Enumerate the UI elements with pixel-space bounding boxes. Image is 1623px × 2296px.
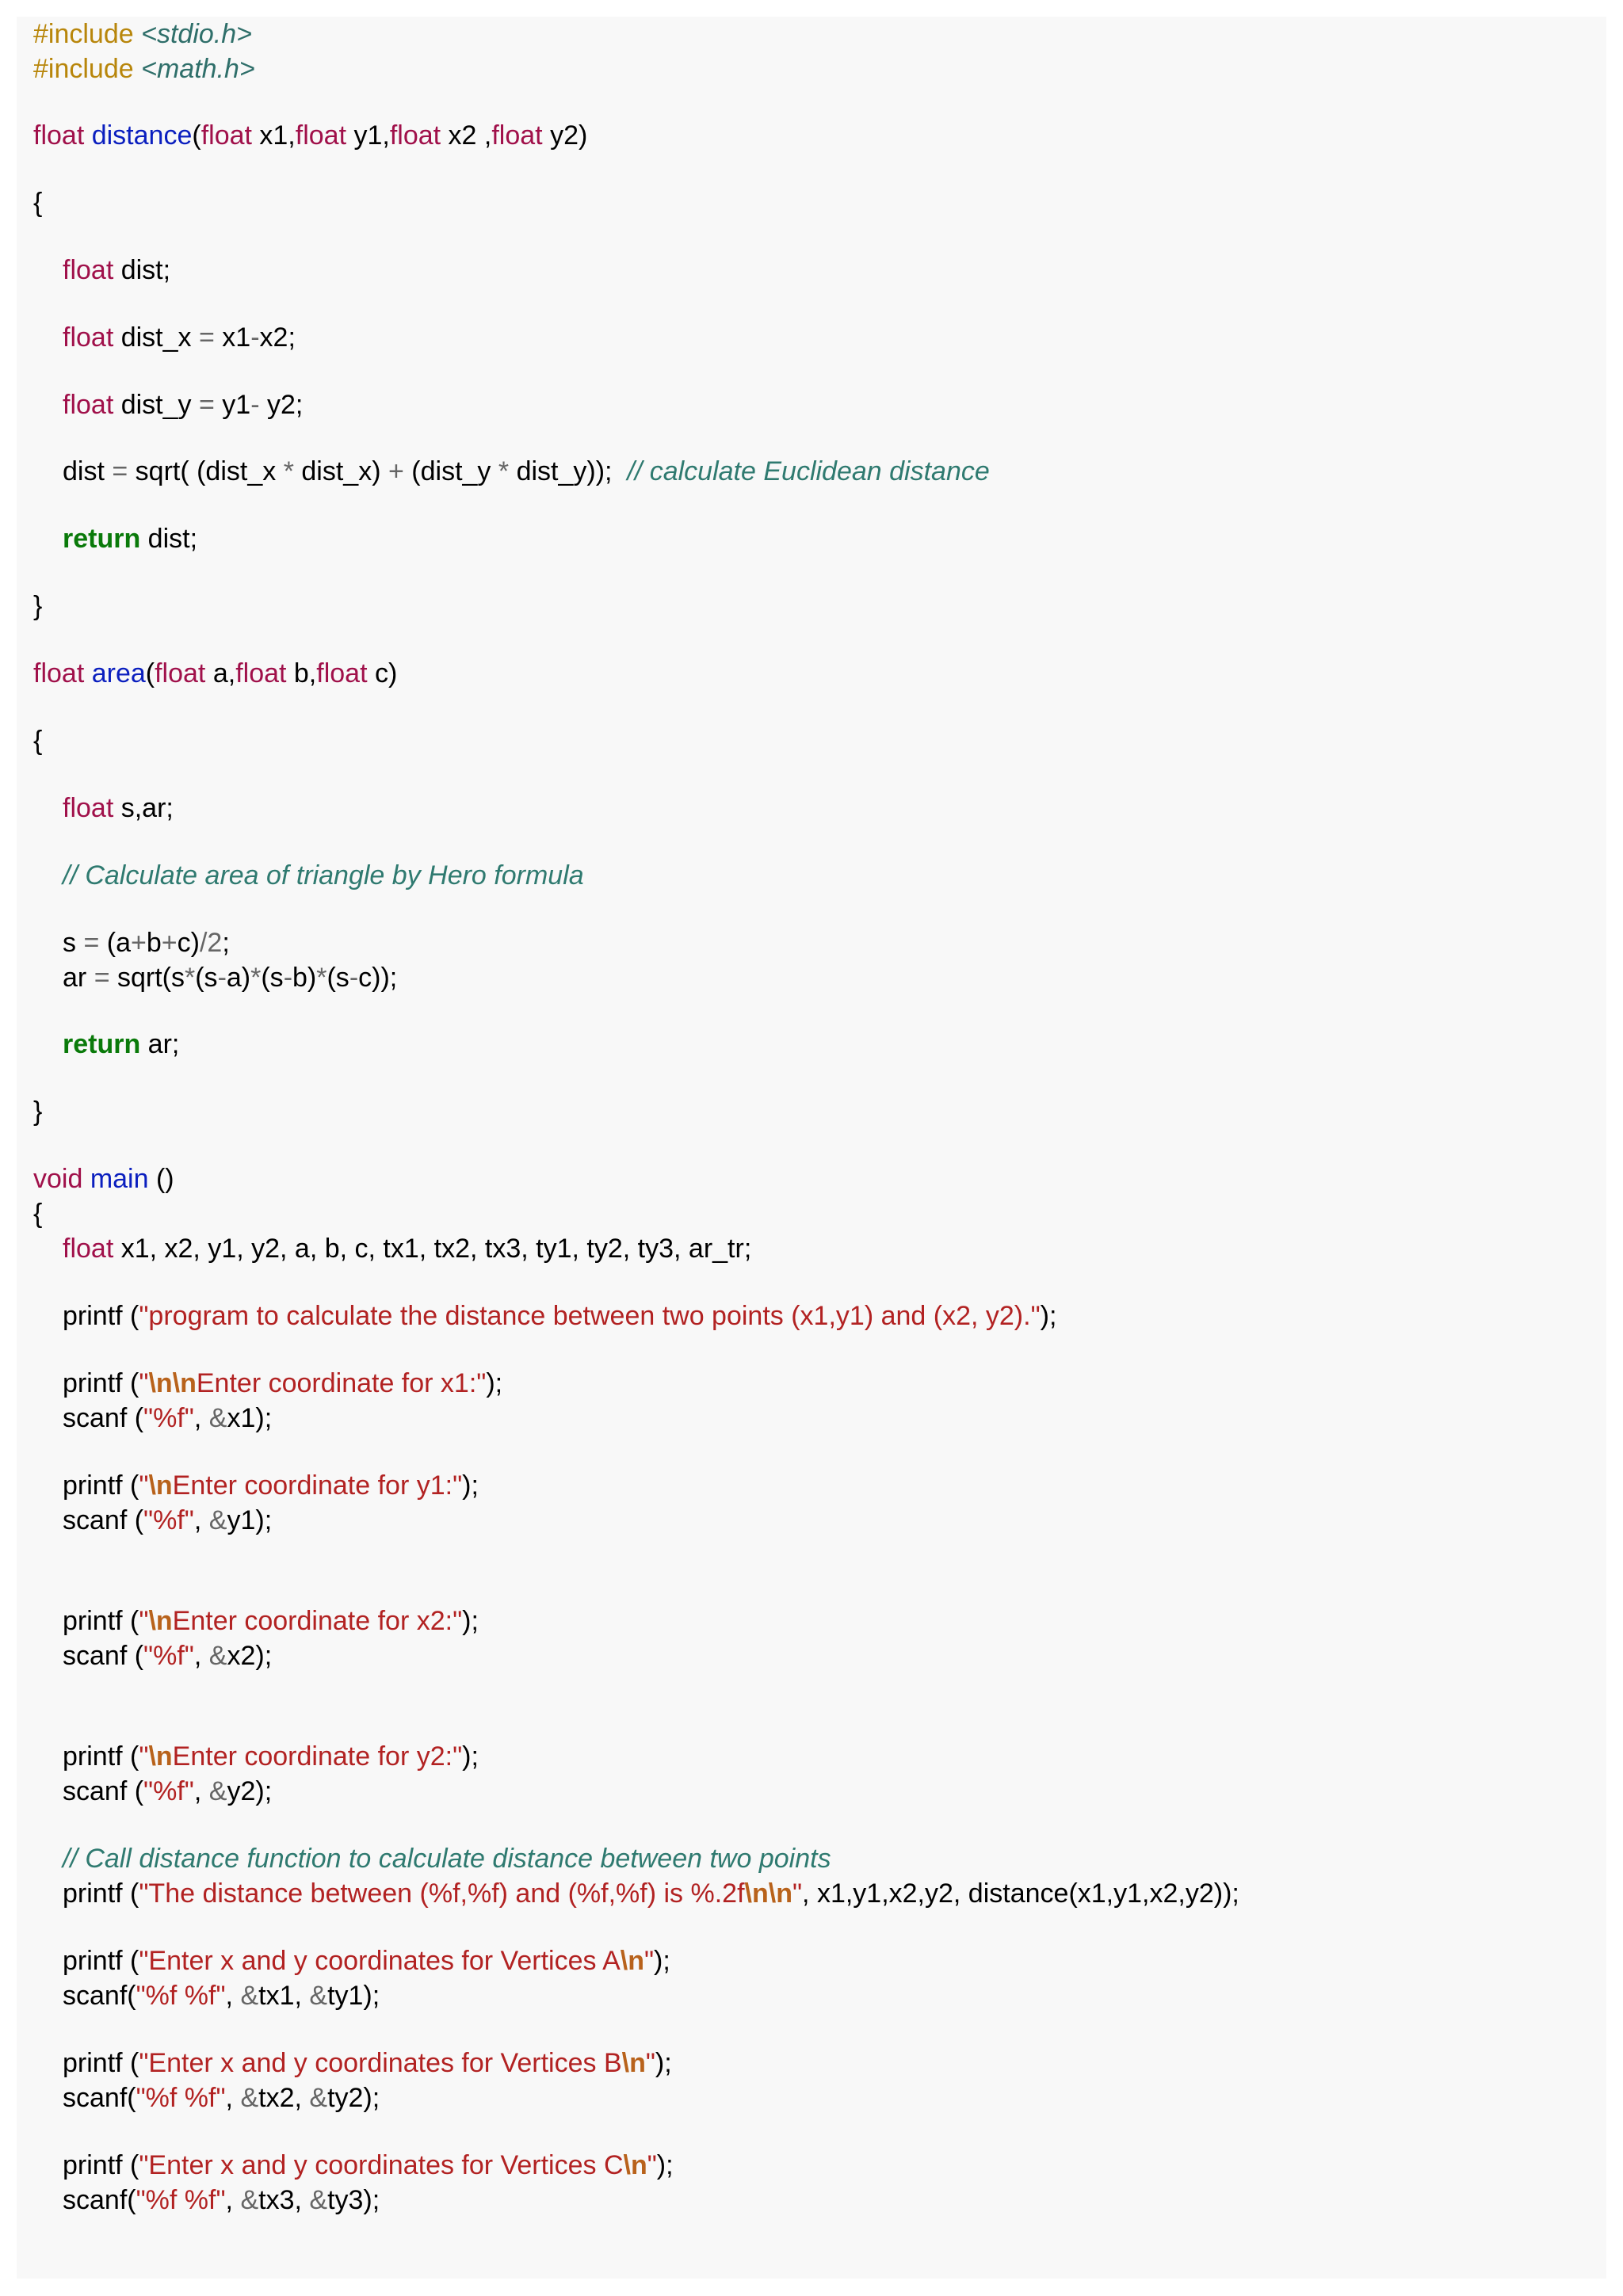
code-token: );: [655, 2048, 672, 2078]
code-token: \n: [623, 2150, 647, 2180]
code-token: 2: [207, 928, 223, 958]
code-line: [33, 1604, 479, 1638]
code-token: "%f %f": [136, 2083, 226, 2113]
code-token: \n\n: [148, 1368, 197, 1398]
code-token: dist_y));: [509, 456, 628, 486]
code-line: [33, 2046, 672, 2081]
code-token: printf (: [63, 2048, 139, 2078]
code-token: ": [647, 2150, 657, 2180]
code-token: scanf (: [63, 1403, 144, 1433]
code-line: [33, 387, 303, 422]
code-line: [33, 2081, 380, 2115]
code-line: [33, 1161, 174, 1196]
code-token: , x1,y1,x2,y2, distance(x1,y1,x2,y2));: [802, 1878, 1239, 1909]
code-line: [33, 1774, 272, 1809]
code-line: [33, 858, 584, 893]
code-token: sqrt(s: [109, 963, 185, 993]
code-token: "%f": [143, 1776, 194, 1806]
code-token: "%f": [143, 1403, 194, 1433]
code-token: float: [389, 120, 441, 151]
code-token: ar;: [140, 1029, 180, 1059]
code-token: x2;: [259, 322, 296, 353]
code-token: ,: [193, 1776, 209, 1806]
code-line: [33, 17, 252, 51]
code-token: \n: [620, 1946, 644, 1976]
code-token: float: [63, 793, 114, 823]
code-line: [33, 1401, 272, 1436]
code-line: [33, 185, 42, 220]
code-token: y1: [214, 390, 251, 420]
code-token: area: [91, 658, 146, 688]
code-token: -: [283, 963, 293, 993]
code-token: &: [240, 2185, 259, 2215]
code-token: ": [139, 1470, 149, 1501]
code-token: printf (: [63, 1470, 139, 1501]
code-token: printf (: [63, 2150, 139, 2180]
code-token: ty3);: [327, 2185, 380, 2215]
code-token: (dist_y: [403, 456, 498, 486]
code-token: &: [240, 2083, 259, 2113]
code-token: &: [309, 2083, 328, 2113]
code-token: tx2,: [258, 2083, 310, 2113]
code-token: ,: [225, 1981, 241, 2011]
code-token: -: [349, 963, 359, 993]
code-token: "%f %f": [136, 2185, 226, 2215]
code-token: (: [145, 658, 155, 688]
code-token: Enter coordinate for x2:": [172, 1606, 463, 1636]
code-token: y2);: [227, 1776, 273, 1806]
code-token: a,: [205, 658, 236, 688]
code-line: [33, 1196, 42, 1231]
code-token: [82, 1164, 90, 1194]
code-token: // calculate Euclidean distance: [627, 456, 990, 486]
code-token: +: [388, 456, 404, 486]
code-token: ": [139, 1741, 149, 1772]
code-token: +: [161, 928, 178, 958]
code-token: b): [292, 963, 317, 993]
code-token: *: [185, 963, 196, 993]
code-token: b: [146, 928, 162, 958]
code-token: #include: [33, 19, 142, 49]
code-token: s: [63, 928, 84, 958]
code-line: [33, 521, 197, 556]
code-line: [33, 2183, 380, 2218]
code-token: a): [226, 963, 251, 993]
code-line: [33, 1366, 502, 1401]
code-token: *: [498, 456, 510, 486]
code-line: [33, 454, 990, 489]
code-token: float: [63, 390, 114, 420]
code-token: "%f": [143, 1641, 194, 1671]
code-token: <math.h>: [141, 54, 255, 84]
code-token: }: [33, 1097, 43, 1127]
code-token: c): [177, 928, 200, 958]
code-line: [33, 320, 296, 355]
code-line: [33, 925, 230, 960]
code-token: ": [643, 1946, 655, 1976]
code-token: );: [486, 1368, 503, 1398]
code-token: tx1,: [258, 1981, 310, 2011]
code-token: ,: [225, 2185, 241, 2215]
code-line: [33, 656, 397, 691]
code-token: &: [309, 2185, 328, 2215]
code-token: void: [33, 1164, 83, 1194]
code-token: float: [63, 322, 114, 353]
code-token: Enter coordinate for y2:": [172, 1741, 463, 1772]
code-token: x1: [214, 322, 251, 353]
code-token: distance: [91, 120, 193, 151]
code-line: [33, 1876, 1239, 1911]
code-token: float: [316, 658, 368, 688]
code-token: printf (: [63, 1946, 139, 1976]
code-token: x1);: [227, 1403, 273, 1433]
code-token: float: [235, 658, 287, 688]
code-line: [33, 1739, 479, 1774]
code-token: ty2);: [327, 2083, 380, 2113]
code-token: float: [491, 120, 543, 151]
code-token: \n: [148, 1606, 173, 1636]
code-token: \n: [148, 1741, 173, 1772]
code-token: *: [316, 963, 327, 993]
code-token: );: [462, 1470, 479, 1501]
code-line: [33, 1094, 42, 1129]
code-token: dist_x): [293, 456, 388, 486]
code-token: "program to calculate the distance between two points (x1,y1) and (x2, y2).": [139, 1301, 1041, 1331]
code-token: \n: [148, 1470, 173, 1501]
code-token: }: [33, 591, 43, 621]
code-token: -: [250, 322, 260, 353]
code-line: [33, 253, 170, 288]
code-token: dist: [63, 456, 113, 486]
code-line: [33, 118, 587, 153]
code-line: [33, 1503, 272, 1538]
code-token: /: [199, 928, 208, 958]
code-token: float: [295, 120, 347, 151]
code-token: scanf(: [63, 2185, 136, 2215]
code-token: #include: [33, 54, 142, 84]
code-token: dist;: [113, 255, 171, 285]
code-token: &: [208, 1641, 227, 1671]
code-token: \n: [621, 2048, 646, 2078]
code-token: printf (: [63, 1301, 139, 1331]
code-token: ": [792, 1878, 803, 1909]
code-token: *: [250, 963, 262, 993]
code-token: Enter coordinate for x1:": [196, 1368, 487, 1398]
code-token: printf (: [63, 1606, 139, 1636]
code-token: b,: [286, 658, 317, 688]
code-token: =: [198, 322, 215, 353]
code-token: (): [148, 1164, 174, 1194]
code-token: ;: [222, 928, 230, 958]
code-token: s,ar;: [113, 793, 174, 823]
code-token: dist_y: [113, 390, 199, 420]
code-token: );: [462, 1741, 479, 1772]
code-token: ,: [225, 2083, 241, 2113]
code-token: ,: [193, 1505, 209, 1535]
code-token: c): [367, 658, 398, 688]
code-token: *: [283, 456, 294, 486]
code-token: scanf (: [63, 1505, 144, 1535]
code-token: (s: [261, 963, 284, 993]
code-token: ar: [63, 963, 94, 993]
code-line: [33, 1943, 670, 1978]
code-token: float: [33, 658, 85, 688]
code-line: [33, 1978, 380, 2013]
code-token: );: [462, 1606, 479, 1636]
code-token: printf (: [63, 1878, 139, 1909]
code-token: -: [217, 963, 227, 993]
code-line: [33, 1638, 272, 1673]
code-token: (s: [195, 963, 218, 993]
code-line: [33, 791, 174, 826]
code-token: ty1);: [327, 1981, 380, 2011]
code-token: "The distance between (%f,%f) and (%f,%f) is %.2f: [139, 1878, 745, 1909]
code-token: "Enter x and y coordinates for Vertices A: [139, 1946, 621, 1976]
code-token: return: [63, 524, 141, 554]
code-token: y1,: [346, 120, 390, 151]
code-token: sqrt( (dist_x: [128, 456, 284, 486]
code-line: [33, 1299, 1056, 1333]
code-token: y2): [542, 120, 588, 151]
code-line: [33, 589, 42, 624]
code-token: main: [90, 1164, 149, 1194]
code-token: );: [654, 1946, 670, 1976]
code-token: "Enter x and y coordinates for Vertices C: [139, 2150, 624, 2180]
code-line: [33, 2148, 674, 2183]
code-token: scanf (: [63, 1641, 144, 1671]
code-panel: [17, 17, 1606, 2279]
code-token: ": [645, 2048, 655, 2078]
code-token: -: [250, 390, 260, 420]
code-token: [84, 120, 91, 151]
code-token: =: [94, 963, 110, 993]
code-token: {: [33, 726, 43, 756]
code-token: dist_x: [113, 322, 199, 353]
code-line: [33, 960, 397, 995]
code-line: [33, 1231, 751, 1266]
code-token: =: [112, 456, 128, 486]
code-token: printf (: [63, 1368, 139, 1398]
code-token: "Enter x and y coordinates for Vertices B: [139, 2048, 622, 2078]
code-line: [33, 1468, 479, 1503]
code-line: [33, 723, 42, 758]
code-token: scanf(: [63, 1981, 136, 2011]
code-token: Enter coordinate for y1:": [172, 1470, 463, 1501]
code-token: &: [208, 1505, 227, 1535]
code-token: );: [1040, 1301, 1057, 1331]
code-token: );: [656, 2150, 674, 2180]
code-token: float: [63, 255, 114, 285]
code-token: ": [139, 1606, 149, 1636]
code-token: "%f": [143, 1505, 194, 1535]
code-token: tx3,: [258, 2185, 310, 2215]
code-token: &: [208, 1776, 227, 1806]
code-token: y1);: [227, 1505, 273, 1535]
code-token: ": [139, 1368, 149, 1398]
code-token: scanf(: [63, 2083, 136, 2113]
code-token: =: [198, 390, 215, 420]
code-token: x1, x2, y1, y2, a, b, c, tx1, tx2, tx3, ty1, ty2, ty3, ar_tr;: [113, 1234, 752, 1264]
code-token: ,: [193, 1641, 209, 1671]
code-token: c));: [358, 963, 398, 993]
code-token: y2;: [259, 390, 304, 420]
code-line: [33, 1841, 831, 1876]
code-token: printf (: [63, 1741, 139, 1772]
code-token: float: [33, 120, 85, 151]
code-token: scanf (: [63, 1776, 144, 1806]
code-token: &: [208, 1403, 227, 1433]
code-token: float: [63, 1234, 114, 1264]
code-line: [33, 51, 255, 86]
code-token: =: [83, 928, 100, 958]
code-line: [33, 1027, 179, 1062]
code-token: x1,: [251, 120, 296, 151]
code-token: &: [240, 1981, 259, 2011]
code-token: (s: [327, 963, 349, 993]
code-token: (a: [99, 928, 131, 958]
code-token: <stdio.h>: [141, 19, 252, 49]
code-token: &: [309, 1981, 328, 2011]
code-token: x2);: [227, 1641, 273, 1671]
code-token: [84, 658, 91, 688]
code-token: \n\n: [744, 1878, 792, 1909]
code-token: // Calculate area of triangle by Hero formula: [63, 860, 584, 891]
code-token: float: [155, 658, 206, 688]
code-token: ,: [193, 1403, 209, 1433]
code-token: float: [200, 120, 252, 151]
code-token: x2 ,: [441, 120, 492, 151]
code-token: "%f %f": [136, 1981, 226, 2011]
code-token: return: [63, 1029, 141, 1059]
code-token: // Call distance function to calculate distance between two points: [63, 1844, 831, 1874]
code-token: {: [33, 188, 43, 218]
code-token: +: [131, 928, 147, 958]
code-token: dist;: [140, 524, 198, 554]
code-token: (: [192, 120, 201, 151]
code-token: {: [33, 1199, 43, 1229]
